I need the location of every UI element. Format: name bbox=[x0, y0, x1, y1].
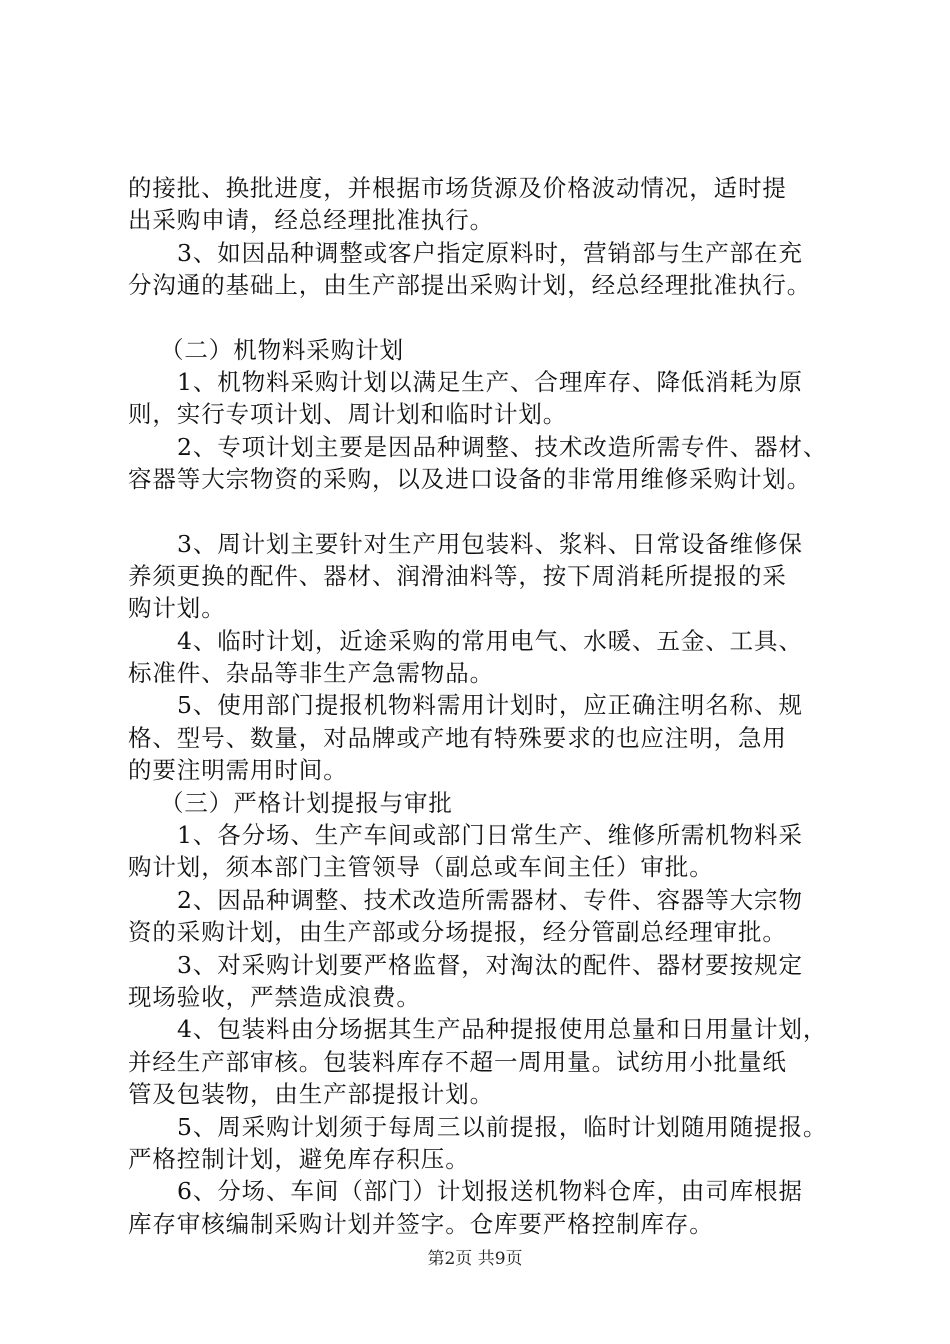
text-line: 3、对采购计划要严格监督，对淘汰的配件、器材要按规定 bbox=[177, 950, 803, 979]
text-line: 2、因品种调整、技术改造所需器材、专件、容器等大宗物 bbox=[177, 885, 803, 914]
text-line: 管及包装物，由生产部提报计划。 bbox=[128, 1080, 494, 1109]
paragraph-gap bbox=[128, 302, 850, 334]
section-heading: （三）严格计划提报与审批 bbox=[160, 788, 453, 817]
text-line: 现场验收，严禁造成浪费。 bbox=[128, 982, 421, 1011]
text-line: 6、分场、车间（部门）计划报送机物料仓库，由司库根据 bbox=[177, 1177, 803, 1206]
text-line: 分沟通的基础上，由生产部提出采购计划，经总经理批准执行。 bbox=[128, 271, 812, 300]
page-number: 第2页 共9页 bbox=[427, 1249, 523, 1269]
text-line: 1、各分场、生产车间或部门日常生产、维修所需机物料采 bbox=[177, 821, 803, 850]
text-line: 购计划。 bbox=[128, 594, 226, 623]
text-line: 容器等大宗物资的采购，以及进口设备的非常用维修采购计划。 bbox=[128, 465, 812, 494]
text-line: 库存审核编制采购计划并签字。仓库要严格控制库存。 bbox=[128, 1209, 714, 1238]
text-line: 严格控制计划，避免库存积压。 bbox=[128, 1144, 470, 1173]
paragraph-gap bbox=[128, 496, 850, 528]
section-heading: （二）机物料采购计划 bbox=[160, 335, 404, 364]
text-line: 并经生产部审核。包装料库存不超一周用量。试纺用小批量纸 bbox=[128, 1047, 787, 1076]
text-line: 4、包装料由分场据其生产品种提报使用总量和日用量计划， bbox=[177, 1015, 828, 1044]
text-line: 4、临时计划，近途采购的常用电气、水暖、五金、工具、 bbox=[177, 626, 803, 655]
text-line: 3、如因品种调整或客户指定原料时，营销部与生产部在充 bbox=[177, 238, 803, 267]
text-line: 的要注明需用时间。 bbox=[128, 756, 348, 785]
text-line: 出采购申请，经总经理批准执行。 bbox=[128, 206, 494, 235]
text-line: 则，实行专项计划、周计划和临时计划。 bbox=[128, 400, 568, 429]
text-line: 1、机物料采购计划以满足生产、合理库存、降低消耗为原 bbox=[177, 367, 803, 396]
text-line: 的接批、换批进度，并根据市场货源及价格波动情况，适时提 bbox=[128, 174, 787, 202]
text-line: 资的采购计划，由生产部或分场提报，经分管副总经理审批。 bbox=[128, 918, 787, 947]
text-line: 标准件、杂品等非生产急需物品。 bbox=[128, 659, 494, 688]
text-line: 购计划，须本部门主管领导（副总或车间主任）审批。 bbox=[128, 853, 714, 882]
text-line: 2、专项计划主要是因品种调整、技术改造所需专件、器材、 bbox=[177, 432, 828, 461]
text-line: 3、周计划主要针对生产用包装料、浆料、日常设备维修保 bbox=[177, 529, 803, 558]
text-line: 格、型号、数量，对品牌或产地有特殊要求的也应注明，急用 bbox=[128, 723, 787, 752]
document-body bbox=[128, 172, 850, 1240]
text-line: 5、使用部门提报机物料需用计划时，应正确注明名称、规 bbox=[177, 691, 803, 720]
text-line: 养须更换的配件、器材、润滑油料等，按下周消耗所提报的采 bbox=[128, 561, 787, 590]
text-line: 5、周采购计划须于每周三以前提报，临时计划随用随提报。 bbox=[177, 1112, 828, 1141]
